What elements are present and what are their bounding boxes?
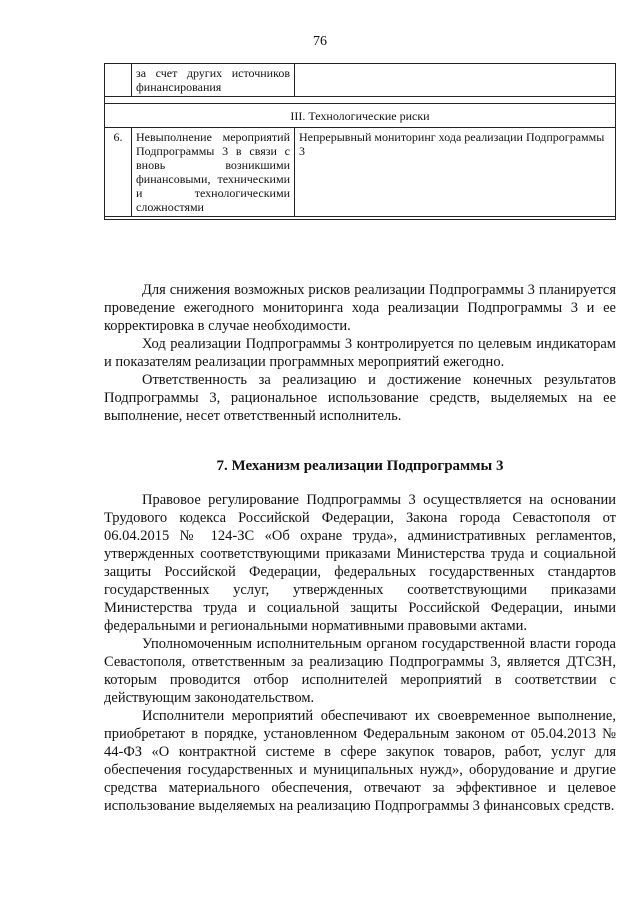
- paragraph: Ответственность за реализацию и достижение конечных результатов Подпрограммы 3, рациональное использование средств, выделяемых на ее выполнение, несет ответственный исполнитель.: [104, 372, 616, 424]
- table-cell-measure: Непрерывный мониторинг хода реализации Подпрограммы 3: [295, 128, 616, 217]
- table-bottom-rule: [105, 217, 616, 220]
- paragraph: Для снижения возможных рисков реализации Подпрограммы 3 планируется проведение ежегодного мониторинга хода реализации Подпрограммы 3 и ее корректировка в случае необходимости.: [104, 282, 616, 334]
- table-cell-risk: Невыполнение мероприятий Подпрограммы 3 в связи с вновь возникшими финансовыми, техническими и технологическими сложностями: [132, 128, 295, 217]
- page-number: 76: [313, 34, 327, 49]
- table-spacer: [105, 97, 616, 104]
- paragraph: Исполнители мероприятий обеспечивают их своевременное выполнение, приобретают в порядке, установленном Федеральным законом от 05.04.2013 № 44-ФЗ «О контрактной системе в сфере закупок товаров, работ, услуг для обеспечения государственных и муниципальных нужд», оборудование и другие средства материального обеспечения, отвечают за эффективное и целевое использование выделяемых на реализацию Подпрограммы 3 финансовых средств.: [104, 708, 616, 814]
- table-row-spacer: [105, 97, 616, 104]
- paragraph: Ход реализации Подпрограммы 3 контролируется по целевым индикаторам и показателям реализации программных мероприятий ежегодно.: [104, 336, 616, 370]
- table-row: [105, 128, 616, 217]
- paragraph: Уполномоченным исполнительным органом государственной власти города Севастополя, ответственным за реализацию Подпрограммы 3, является ДТСЗН, которым проводится отбор исполнителей мероприятий в соответствии с действующим законодательством.: [104, 636, 616, 706]
- table-cell-num: 6.: [105, 128, 132, 217]
- bottom-paragraphs: [104, 491, 616, 815]
- table-cell-num: [105, 64, 132, 97]
- section-heading: 7. Механизм реализации Подпрограммы 3: [216, 458, 504, 474]
- table-cell-measure: [295, 64, 616, 97]
- paragraph: Правовое регулирование Подпрограммы 3 осуществляется на основании Трудового кодекса Российской Федерации, Закона города Севастополя от 06.04.2015 № 124-ЗС «Об охране труда», административных регламентов, утвержденных соответствующими приказами Министерства труда и социальной защиты Российской Федерации, федеральных государственных стандартов государственных услуг, утвержденных соответствующими приказами Министерства труда и социальной защиты Российской Федерации, иными федеральными и региональными нормативными правовыми актами.: [104, 492, 616, 634]
- table-cell-risk: за счет других источников финансирования: [132, 64, 295, 97]
- top-paragraphs: [104, 281, 616, 425]
- risk-table: [104, 63, 616, 220]
- table-row: [105, 64, 616, 97]
- table-section-title: III. Технологические риски: [105, 104, 616, 128]
- table-double-rule: [105, 217, 616, 220]
- table-section-row: [105, 104, 616, 128]
